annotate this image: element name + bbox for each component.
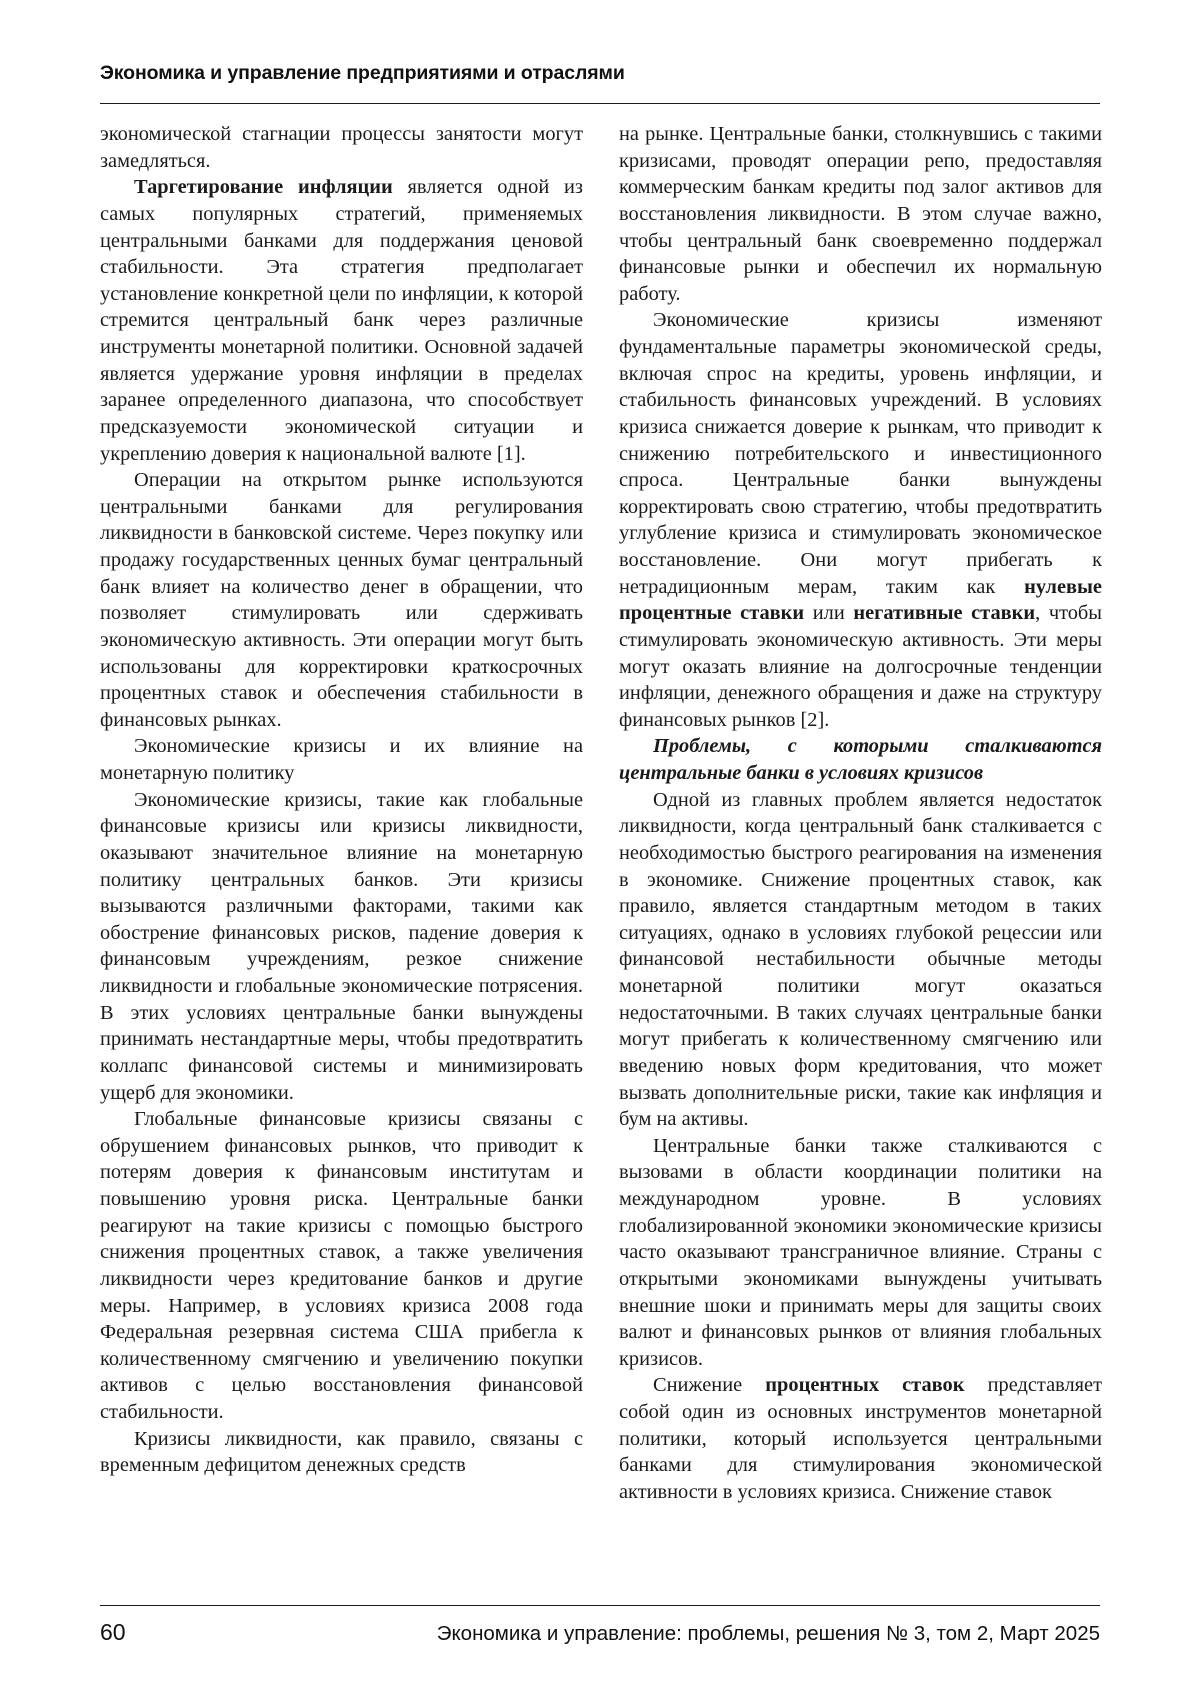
paragraph: экономической стагнации процессы занятости могут замедляться. bbox=[100, 123, 583, 172]
paragraph: Операции на открытом рынке используются центральными банками для регулирования ликвидности в банковской системе. Через покупку или продажу государственных ценных бумаг центральный банк влияет на количество денег в обращении, что позволяет стимулировать или сдерживать экономическую активность. Эти операции могут быть использованы для корректировки краткосрочных процентных ставок и обеспечения стабильности в финансовых рынках. bbox=[100, 469, 583, 731]
section-heading-text: Проблемы, с которыми сталкиваются центральные банки в условиях кризисов bbox=[619, 735, 1102, 784]
paragraph: Экономические кризисы и их влияние на монетарную политику bbox=[100, 735, 583, 784]
run-in-term: Таргетирование инфляции bbox=[134, 176, 393, 199]
paragraph bbox=[100, 174, 583, 467]
journal-title: Экономика и управление: проблемы, решения № 3, том 2, Март 2025 bbox=[436, 1622, 1100, 1645]
paragraph-text: или bbox=[804, 602, 854, 625]
page-number: 60 bbox=[100, 1619, 126, 1645]
paragraph: на рынке. Центральные банки, столкнувшись с такими кризисами, проводят операции репо, предоставляя коммерческим банкам кредиты под залог активов для восстановления ликвидности. В этом случае важно, чтобы центральный банк своевременно поддержал финансовые рынки и обеспечил их нормальную работу. bbox=[619, 123, 1102, 305]
paragraph bbox=[619, 1372, 1102, 1505]
page-content bbox=[100, 62, 1100, 1638]
running-head: Экономика и управление предприятиями и отраслями bbox=[100, 62, 625, 84]
footer-row bbox=[100, 1619, 1100, 1646]
paragraph: Одной из главных проблем является недостаток ликвидности, когда центральный банк сталкивается с необходимостью быстрого реагирования на изменения в экономике. Снижение процентных ставок, как правило, является стандартным методом в таких ситуациях, однако в условиях глубокой рецессии или финансовой нестабильности обычные методы монетарной политики могут оказаться недостаточными. В таких случаях центральные банки могут прибегать к количественному смягчению или введению новых форм кредитования, что может вызвать дополнительные риски, такие как инфляция и бум на активы. bbox=[619, 788, 1102, 1131]
header-rule bbox=[100, 103, 1100, 104]
emphasis-term: нулевые процентные ставки bbox=[619, 575, 1102, 625]
paragraph: Глобальные финансовые кризисы связаны с обрушением финансовых рынков, что приводит к потерям доверия к финансовым институтам и повышению уровня риска. Центральные банки реагируют на такие кризисы с помощью быстрого снижения процентных ставок, а также увеличения ликвидности через кредитование банков и другие меры. Например, в условиях кризиса 2008 года Федеральная резервная система США прибегла к количественному смягчению и увеличению покупки активов с целью восстановления финансовой стабильности. bbox=[100, 1108, 583, 1423]
paragraph-text: является одной из самых популярных стратегий, применяемых центральными банками для поддержания ценовой стабильности. Эта стратегия предполагает установление конкретной цели по инфляции, к которой стремится центральный банк через различные инструменты монетарной политики. Основной задачей является удержание уровня инфляции в пределах заранее определенного диапазона, что способствует предсказуемости экономической ситуации и укреплению доверия к национальной валюте [1]. bbox=[100, 176, 583, 465]
footer-rule bbox=[100, 1605, 1100, 1606]
paragraph-text: представляет собой один из основных инструментов монетарной политики, который используется центральными банками для стимулирования экономической активности в условиях кризиса. Снижение ставок bbox=[619, 1374, 1102, 1503]
paragraph bbox=[619, 307, 1102, 733]
paragraph-text: , чтобы стимулировать экономическую активность. Эти меры могут оказать влияние на долгосрочные тенденции инфляции, денежного обращения и даже на структуру финансовых рынков [2]. bbox=[619, 602, 1102, 731]
paragraph: Кризисы ликвидности, как правило, связаны с временным дефицитом денежных средств bbox=[100, 1427, 583, 1477]
page-footer bbox=[100, 1605, 1100, 1646]
emphasis-term: негативные ставки bbox=[853, 602, 1036, 625]
section-heading bbox=[619, 733, 1102, 786]
left-column bbox=[100, 121, 583, 1479]
two-column-body bbox=[100, 121, 1100, 1506]
right-column bbox=[619, 121, 1102, 1506]
emphasis-term: процентных ставок bbox=[765, 1374, 965, 1397]
paragraph-text: Экономические кризисы изменяют фундаментальные параметры экономической среды, включая спрос на кредиты, уровень инфляции, и стабильность финансовых учреждений. В условиях кризиса снижается доверие к рынкам, что приводит к снижению потребительского и инвестиционного спроса. Центральные банки вынуждены корректировать свою стратегию, чтобы предотвратить углубление кризиса и стимулировать экономическое восстановление. Они могут прибегать к нетрадиционным мерам, таким как bbox=[619, 309, 1102, 598]
paragraph-text: Снижение bbox=[653, 1374, 766, 1397]
paragraph: Экономические кризисы, такие как глобальные финансовые кризисы или кризисы ликвидности, оказывают значительное влияние на монетарную политику центральных банков. Эти кризисы вызываются различными факторами, такими как обострение финансовых рисков, падение доверия к финансовым учреждениям, резкое снижение ликвидности и глобальные экономические потрясения. В этих условиях центральные банки вынуждены принимать нестандартные меры, чтобы предотвратить коллапс финансовой системы и минимизировать ущерб для экономики. bbox=[100, 788, 583, 1104]
paragraph: Центральные банки также сталкиваются с вызовами в области координации политики на международном уровне. В условиях глобализированной экономики экономические кризисы часто оказывают трансграничное влияние. Страны с открытыми экономиками вынуждены учитывать внешние шоки и принимать меры для защиты своих валют и финансовых рынков от влияния глобальных кризисов. bbox=[619, 1134, 1102, 1370]
